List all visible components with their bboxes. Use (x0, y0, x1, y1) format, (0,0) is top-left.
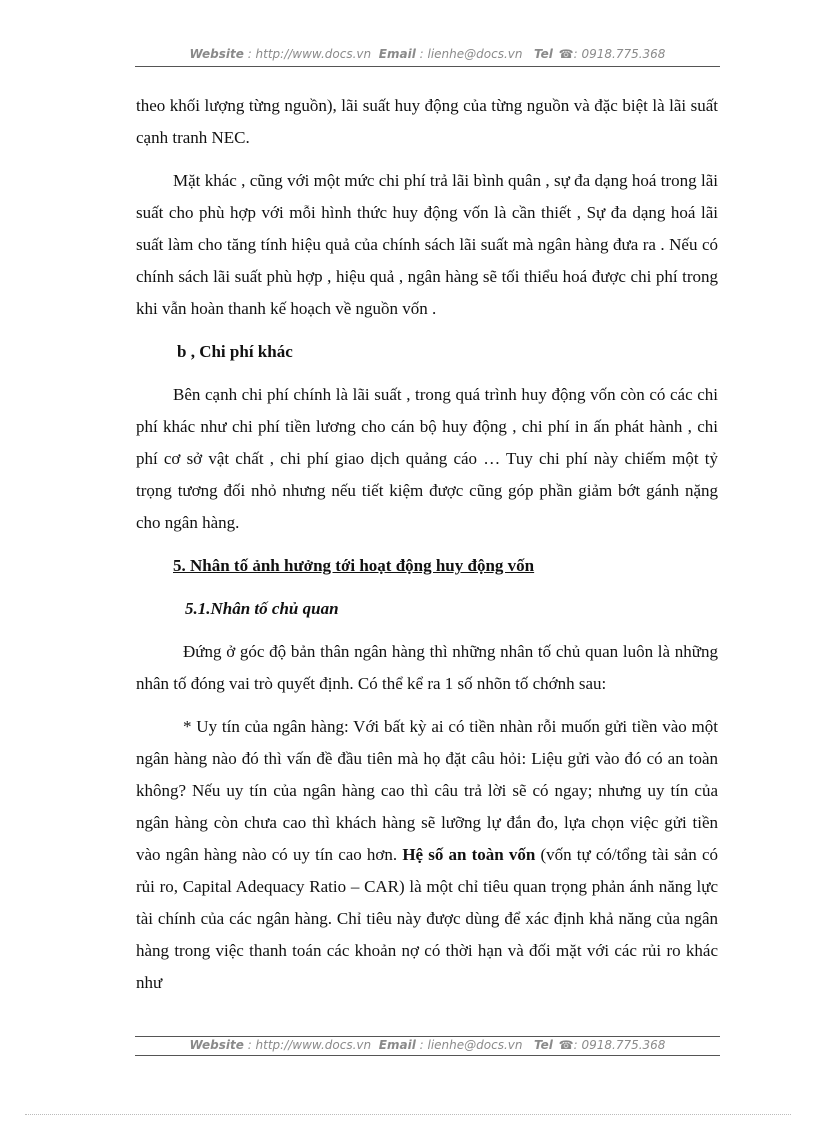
phone-icon: ☎ (558, 47, 574, 61)
document-body (136, 90, 718, 999)
car-text: (vốn tự có/tổng tài sản có rủi ro, Capital Adequacy Ratio – CAR) là một chỉ tiêu quan trọng phản ánh năng lực tài chính của các ngân hàng. Chỉ tiêu này được dùng để xác định khả năng của ngân hàng trong việc thanh toán các khoản nợ có thời hạn và đối mặt với các rủi ro khác như (136, 845, 718, 992)
paragraph-subjective-factors: Đứng ở góc độ bản thân ngân hàng thì những nhân tố chủ quan luôn là những nhân tố đóng vai trò quyết định. Có thể kể ra 1 số nhõn tố chớnh sau: (136, 642, 718, 693)
paragraph-bank-reputation (136, 711, 718, 999)
footer-phone-icon: ☎ (558, 1038, 574, 1052)
subsection-heading-subjective-factors: 5.1.Nhân tố chủ quan (185, 599, 339, 618)
email-address: : lienhe@docs.vn (419, 47, 523, 61)
website-label: Website (189, 47, 244, 61)
email-label: Email (378, 47, 416, 61)
paragraph-continuation: theo khối lượng từng nguồn), lãi suất huy động của từng nguồn và đặc biệt là lãi suất cạnh tranh NEC. (136, 96, 718, 147)
tel-number: : 0918.775.368 (573, 47, 666, 61)
paragraph-other-costs: Bên cạnh chi phí chính là lãi suất , trong quá trình huy động vốn còn có các chi phí khác như chi phí tiền lương cho cán bộ huy động , chi phí in ấn phát hành , chi phí cơ sở vật chất , chi phí giao dịch quảng cáo … Tuy chi phí này chiếm một tỷ trọng tương đối nhỏ nhưng nếu tiết kiệm được cũng góp phần giảm bớt gánh nặng cho ngân hàng. (136, 385, 718, 532)
page-bottom-border (25, 1114, 791, 1115)
reputation-text: * Uy tín của ngân hàng: Với bất kỳ ai có tiền nhàn rỗi muốn gửi tiền vào một ngân hàng nào đó thì vấn đề đầu tiên mà họ đặt câu hỏi: Liệu gửi vào đó có an toàn không? Nếu uy tín của ngân hàng cao thì câu trả lời sẽ có ngay; nhưng uy tín của ngân hàng còn chưa cao thì khách hàng sẽ lưỡng lự đắn đo, lựa chọn việc gửi tiền vào ngân hàng nào có uy tín cao hơn. (136, 717, 718, 864)
tel-label: Tel (533, 47, 553, 61)
footer-rule-bottom (135, 1055, 720, 1056)
footer-website-label: Website (189, 1038, 244, 1052)
website-url: : http://www.docs.vn (247, 47, 372, 61)
page-header (135, 47, 720, 61)
footer-website-url: : http://www.docs.vn (247, 1038, 372, 1052)
footer-rule-top (135, 1036, 720, 1037)
footer-tel-label: Tel (533, 1038, 553, 1052)
page-footer (135, 1038, 720, 1052)
footer-tel-number: : 0918.775.368 (573, 1038, 666, 1052)
header-rule (135, 66, 720, 67)
section-heading-other-costs: b , Chi phí khác (177, 342, 293, 361)
section-heading-factors: 5. Nhân tố ảnh hưởng tới hoạt động huy động vốn (173, 556, 535, 575)
footer-email-label: Email (378, 1038, 416, 1052)
paragraph-interest-diversification: Mặt khác , cũng với một mức chi phí trả lãi bình quân , sự đa dạng hoá trong lãi suất cho phù hợp với mỗi hình thức huy động vốn là cần thiết , Sự đa dạng hoá lãi suất làm cho tăng tính hiệu quả của chính sách lãi suất mà ngân hàng đưa ra . Nếu có chính sách lãi suất phù hợp , hiệu quả , ngân hàng sẽ tối thiểu hoá được chi phí trong khi vẫn hoàn thanh kế hoạch về nguồn vốn . (136, 171, 718, 318)
footer-email-address: : lienhe@docs.vn (419, 1038, 523, 1052)
car-term: Hệ số an toàn vốn (402, 845, 536, 864)
